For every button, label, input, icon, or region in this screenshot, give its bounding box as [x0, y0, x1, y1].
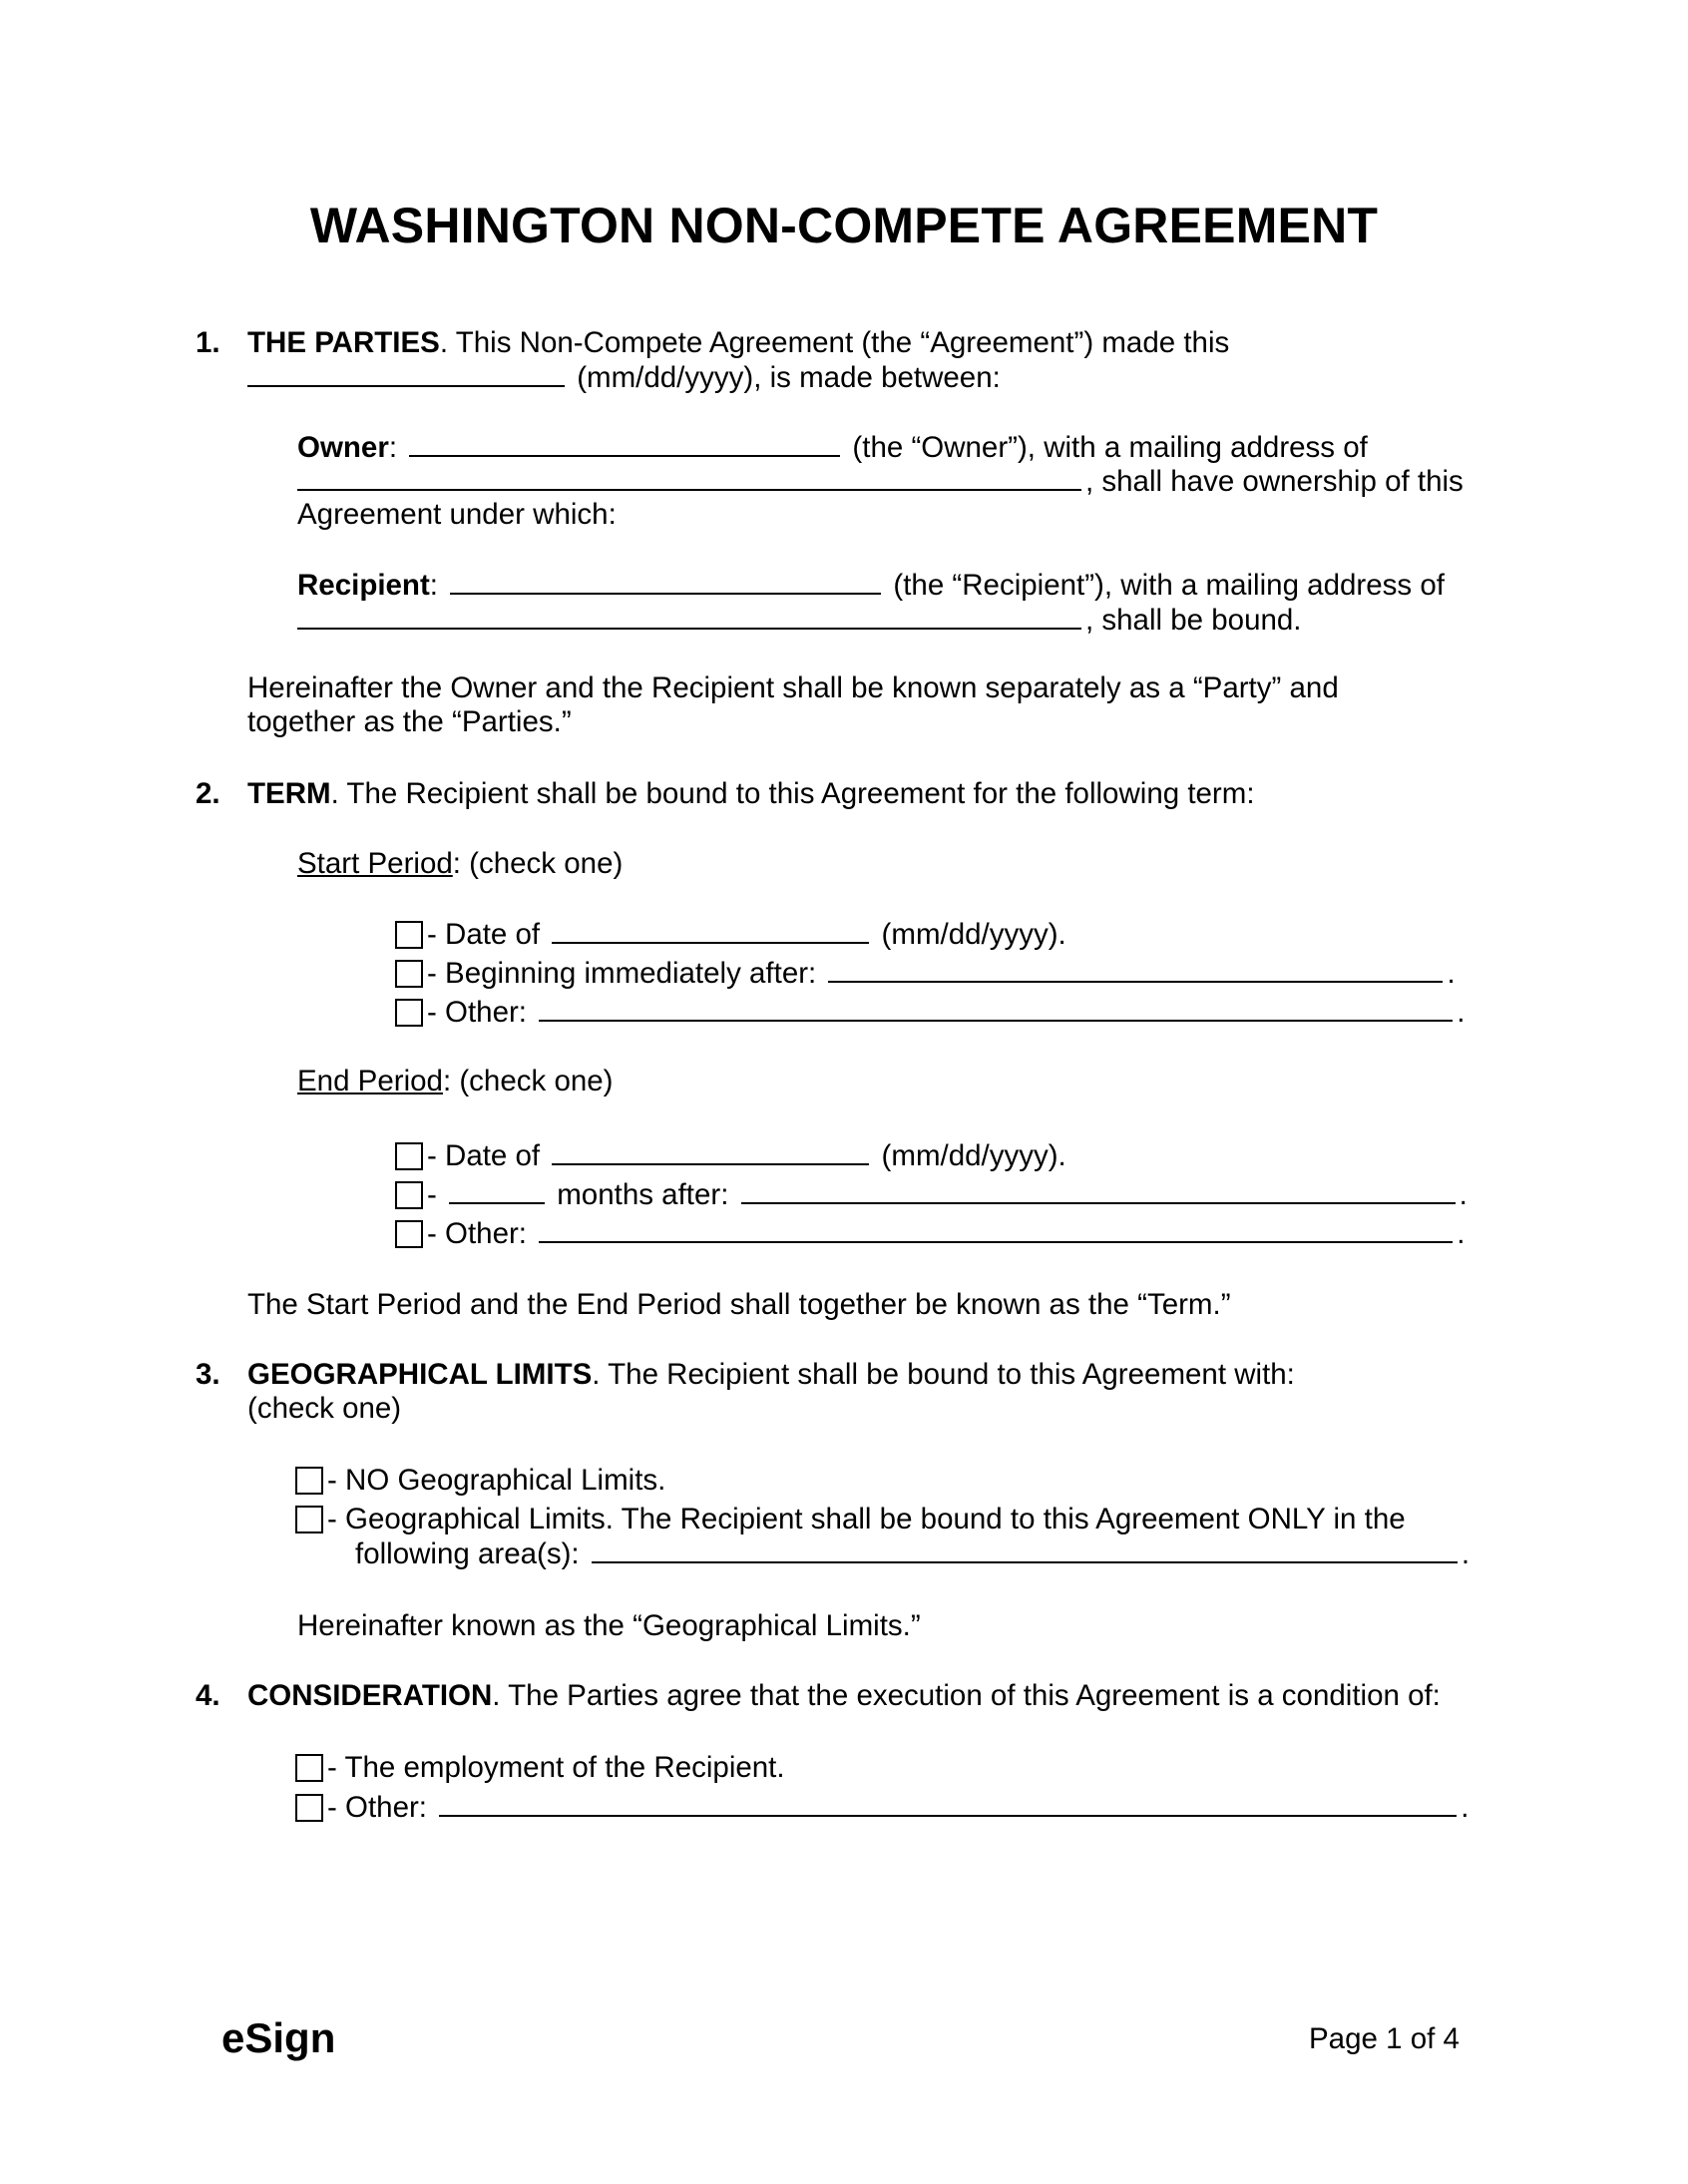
option-label: - The employment of the Recipient.	[327, 1751, 785, 1784]
recipient-row: Recipient: (the “Recipient”), with a mailing address of	[297, 569, 1445, 602]
months-count-field[interactable]	[449, 1176, 545, 1204]
section-3-intro	[247, 1357, 1295, 1393]
start-period-label: Start Period	[297, 847, 453, 880]
owner-address-row	[293, 463, 1464, 500]
recipient-name-field[interactable]	[450, 567, 881, 595]
start-other-field[interactable]	[539, 994, 1453, 1022]
option-label: - Beginning immediately after:	[427, 957, 817, 990]
section-number: 3.	[196, 1358, 220, 1391]
end-date-field[interactable]	[552, 1137, 869, 1165]
checkbox[interactable]	[395, 999, 423, 1027]
option-label: -	[427, 1178, 437, 1211]
checkbox[interactable]	[395, 1142, 423, 1170]
period: .	[1447, 957, 1456, 990]
date-format-hint: (mm/dd/yyyy), is made between:	[577, 361, 1001, 394]
recipient-text-2: , shall be bound.	[1085, 604, 1302, 637]
recipient-label: Recipient	[297, 569, 430, 602]
section-heading: GEOGRAPHICAL LIMITS	[247, 1358, 593, 1391]
check-one-hint: : (check one)	[452, 847, 624, 880]
option-label: - NO Geographical Limits.	[327, 1464, 666, 1497]
recipient-text: (the “Recipient”), with a mailing address of	[893, 569, 1445, 602]
section-2-intro	[247, 776, 1255, 812]
page-number: Page 1 of 4	[1309, 2022, 1460, 2055]
date-format-hint: (mm/dd/yyyy).	[881, 1139, 1066, 1172]
period: .	[1457, 996, 1466, 1029]
start-after-field[interactable]	[828, 955, 1443, 983]
end-period-label: End Period	[297, 1065, 443, 1097]
period: .	[1461, 1537, 1471, 1570]
date-format-hint: (mm/dd/yyyy).	[881, 918, 1066, 951]
geo-option-limits	[295, 1502, 1406, 1537]
section-heading: THE PARTIES	[247, 326, 440, 359]
end-option-other	[395, 1215, 1465, 1252]
start-date-field[interactable]	[552, 916, 869, 944]
period: .	[1459, 1178, 1468, 1211]
end-period-heading	[297, 1064, 614, 1099]
term-closing: The Start Period and the End Period shall together be known as the “Term.”	[247, 1288, 1231, 1321]
start-option-date	[395, 916, 1066, 953]
section-1-intro	[247, 325, 1229, 361]
option-label: months after:	[557, 1178, 729, 1211]
option-label: - Date of	[427, 918, 541, 951]
section-heading: TERM	[247, 777, 331, 810]
checkbox[interactable]	[295, 1754, 323, 1782]
esign-logo: eSign	[221, 2014, 336, 2061]
consideration-option-other	[295, 1789, 1469, 1826]
owner-text-2: , shall have ownership of this	[1085, 465, 1464, 498]
checkbox[interactable]	[395, 960, 423, 988]
section-heading: CONSIDERATION	[247, 1679, 493, 1712]
recipient-address-field[interactable]	[297, 602, 1081, 630]
owner-text-3: Agreement under which:	[297, 498, 617, 531]
section-text: . The Parties agree that the execution of this Agreement is a condition of:	[492, 1679, 1441, 1712]
section-text: . The Recipient shall be bound to this Agreement with:	[592, 1358, 1295, 1391]
owner-text: (the “Owner”), with a mailing address of	[852, 431, 1368, 464]
checkbox[interactable]	[295, 1794, 323, 1822]
section-4-intro	[247, 1678, 1441, 1714]
document-title: WASHINGTON NON-COMPETE AGREEMENT	[309, 198, 1379, 253]
end-option-date	[395, 1137, 1066, 1174]
checkbox[interactable]	[295, 1506, 323, 1533]
section-number: 4.	[196, 1679, 220, 1712]
owner-label: Owner	[297, 431, 389, 464]
agreement-date-row	[243, 359, 1001, 396]
end-option-months	[395, 1176, 1468, 1213]
start-option-other	[395, 994, 1465, 1031]
owner-name-field[interactable]	[409, 429, 840, 457]
checkbox[interactable]	[395, 921, 423, 949]
section-text: . This Non-Compete Agreement (the “Agreement”) made this	[439, 326, 1230, 359]
period: .	[1457, 1217, 1466, 1250]
checkbox[interactable]	[395, 1220, 423, 1248]
period: .	[1461, 1791, 1470, 1824]
option-label: - Other:	[427, 1217, 527, 1250]
geo-closing: Hereinafter known as the “Geographical Limits.”	[297, 1609, 921, 1642]
start-option-after	[395, 955, 1456, 992]
hereinafter-line-2: together as the “Parties.”	[247, 705, 572, 738]
hereinafter-line-1: Hereinafter the Owner and the Recipient shall be known separately as a “Party” and	[247, 671, 1339, 704]
option-label: following area(s):	[355, 1537, 580, 1570]
section-text: . The Recipient shall be bound to this Agreement for the following term:	[330, 777, 1255, 810]
check-one-hint: (check one)	[247, 1392, 402, 1425]
consideration-option-employment	[295, 1750, 785, 1786]
option-label: - Other:	[327, 1791, 427, 1824]
geo-option-none	[295, 1463, 665, 1499]
option-label: - Other:	[427, 996, 527, 1029]
months-after-field[interactable]	[741, 1176, 1456, 1204]
end-other-field[interactable]	[539, 1215, 1453, 1243]
owner-address-field[interactable]	[297, 463, 1081, 491]
geo-area-field[interactable]	[592, 1535, 1458, 1563]
option-label: - Geographical Limits. The Recipient shall be bound to this Agreement ONLY in the	[327, 1503, 1406, 1535]
recipient-address-row	[293, 602, 1302, 639]
owner-row: Owner: (the “Owner”), with a mailing address of	[297, 431, 1368, 464]
start-period-heading	[297, 846, 623, 882]
geo-area-row	[355, 1535, 1470, 1572]
option-label: - Date of	[427, 1139, 541, 1172]
check-one-hint: : (check one)	[442, 1065, 614, 1097]
checkbox[interactable]	[295, 1467, 323, 1495]
consideration-other-field[interactable]	[439, 1789, 1457, 1817]
checkbox[interactable]	[395, 1181, 423, 1209]
section-number: 1.	[196, 326, 220, 359]
agreement-date-field[interactable]	[247, 359, 565, 387]
section-number: 2.	[196, 777, 220, 810]
